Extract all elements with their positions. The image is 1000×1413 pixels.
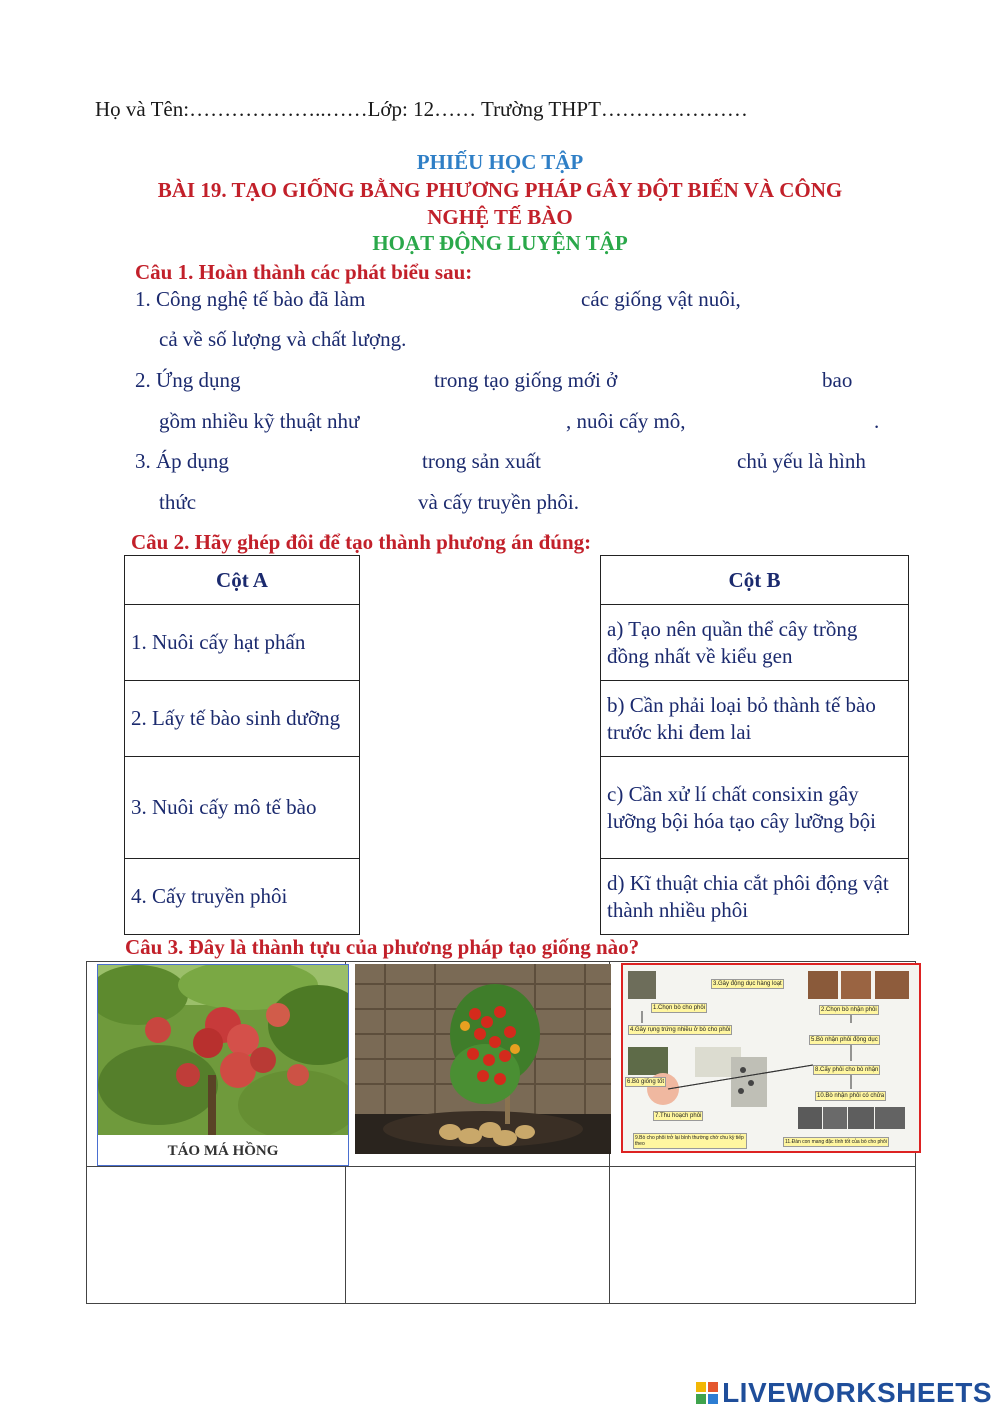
column-b-item[interactable]: b) Cần phải loại bỏ thành tế bào trước khi đem lai (601, 681, 909, 757)
lesson-title-text: BÀI 19. TẠO GIỐNG BẰNG PHƯƠNG PHÁP GÂY ĐỘT BIẾN VÀ CÔNG NGHỆ TẾ BÀO (157, 178, 843, 229)
q1-s3-part-d: thức (159, 490, 197, 514)
liveworksheets-brand-text: LIVEWORKSHEETS (722, 1377, 992, 1408)
q1-s2-part-a: 2. Ứng dụng (135, 368, 241, 392)
column-a-table (124, 555, 360, 935)
question-3-title: Câu 3. Đây là thành tựu của phương pháp tạo giống nào? (125, 935, 640, 959)
q1-s1-part-c: cả về số lượng và chất lượng. (159, 327, 407, 351)
apple-image-caption: TÁO MÁ HỒNG (167, 1143, 279, 1159)
q1-s1-part-a: 1. Công nghệ tế bào đã làm (135, 287, 366, 311)
q1-blank-9[interactable] (208, 490, 410, 516)
lesson-title (0, 177, 1000, 231)
embryo-transfer-diagram (621, 963, 921, 1153)
student-info-line: Họ và Tên:………………..……Lớp: 12…… Trường THPT………………… (95, 97, 748, 121)
diagram-step-label: 4.Gây rụng trứng nhiều ở bò cho phôi (630, 1027, 731, 1033)
column-b-item[interactable]: c) Cần xử lí chất consixin gây lưỡng bội hóa tạo cây lưỡng bội (601, 757, 909, 859)
column-a-item[interactable]: 3. Nuôi cấy mô tế bào (125, 757, 360, 859)
liveworksheets-logo (696, 1377, 992, 1409)
q1-blank-8[interactable] (562, 449, 728, 475)
q1-s1-part-b: các giống vật nuôi, (581, 287, 741, 311)
diagram-step-label: 2.Chọn bò nhận phôi (821, 1007, 877, 1013)
tomato-potato-plant-image (355, 964, 611, 1154)
apple-tree-image (97, 964, 349, 1166)
q1-blank-5[interactable] (390, 409, 558, 435)
diagram-step-label: 5.Bò nhận phôi động dục (811, 1037, 878, 1043)
q1-blank-7[interactable] (248, 449, 414, 475)
diagram-step-label: 3.Gây động dục hàng loạt (713, 981, 782, 987)
column-a-item[interactable]: 1. Nuôi cấy hạt phấn (125, 605, 360, 681)
q1-s3-part-b: trong sản xuất (422, 449, 541, 473)
column-b-table (600, 555, 909, 935)
q1-s2-part-c: bao (822, 368, 853, 392)
diagram-step-label: 11.Đàn con mang đặc tính tốt của bò cho phôi (785, 1139, 887, 1145)
image-answer-grid (86, 961, 916, 1304)
question-2-title: Câu 2. Hãy ghép đôi để tạo thành phương án đúng: (131, 530, 592, 554)
q1-blank-2[interactable] (768, 287, 888, 313)
diagram-step-label: 6.Bò giống tốt (627, 1079, 665, 1085)
q1-s3-part-c: chủ yếu là hình (737, 449, 866, 473)
answer-box-1[interactable] (87, 1167, 345, 1302)
column-a-header: Cột A (125, 556, 360, 605)
q1-s2-part-d: gồm nhiều kỹ thuật như (159, 409, 360, 433)
q1-blank-1[interactable] (396, 287, 572, 313)
diagram-step-label: 8.Cấy phôi cho bò nhận (815, 1067, 879, 1073)
sheet-title: PHIẾU HỌC TẬP (416, 150, 584, 174)
column-a-item[interactable]: 4. Cấy truyền phôi (125, 859, 360, 935)
answer-box-3[interactable] (610, 1167, 915, 1302)
q1-s2-part-b: trong tạo giống mới ở (434, 368, 618, 392)
q1-s2-part-e: , nuôi cấy mô, (566, 409, 686, 433)
question-1-title: Câu 1. Hoàn thành các phát biểu sau: (135, 260, 473, 284)
column-b-header: Cột B (601, 556, 909, 605)
diagram-step-label: 9.Bò cho phôi trở lại bình thường chờ chu kỳ tiếp theo (633, 1133, 747, 1149)
liveworksheets-logo-icon (696, 1382, 718, 1404)
q1-s2-part-f: . (874, 409, 880, 433)
embryo-transfer-illustration (623, 965, 919, 1151)
tomato-potato-illustration (355, 964, 611, 1154)
diagram-step-label: 10.Bò nhận phôi có chửa (817, 1093, 885, 1099)
q1-s3-part-e: và cấy truyền phôi. (418, 490, 579, 514)
answer-box-2[interactable] (346, 1167, 609, 1302)
activity-title: HOẠT ĐỘNG LUYỆN TẬP (372, 231, 628, 255)
q1-s3-part-a: 3. Áp dụng (135, 449, 229, 473)
apple-tree-illustration (98, 965, 348, 1135)
q1-blank-3[interactable] (260, 368, 426, 394)
column-b-item[interactable]: a) Tạo nên quần thể cây trồng đồng nhất về kiểu gen (601, 605, 909, 681)
q1-blank-6[interactable] (706, 409, 866, 435)
diagram-step-label: 7.Thu hoạch phôi (655, 1113, 702, 1119)
diagram-step-label: 1.Chọn bò cho phôi (653, 1005, 706, 1011)
column-b-item[interactable]: d) Kĩ thuật chia cắt phôi động vật thành nhiều phôi (601, 859, 909, 935)
q1-blank-4[interactable] (648, 368, 814, 394)
column-a-item[interactable]: 2. Lấy tế bào sinh dưỡng (125, 681, 360, 757)
